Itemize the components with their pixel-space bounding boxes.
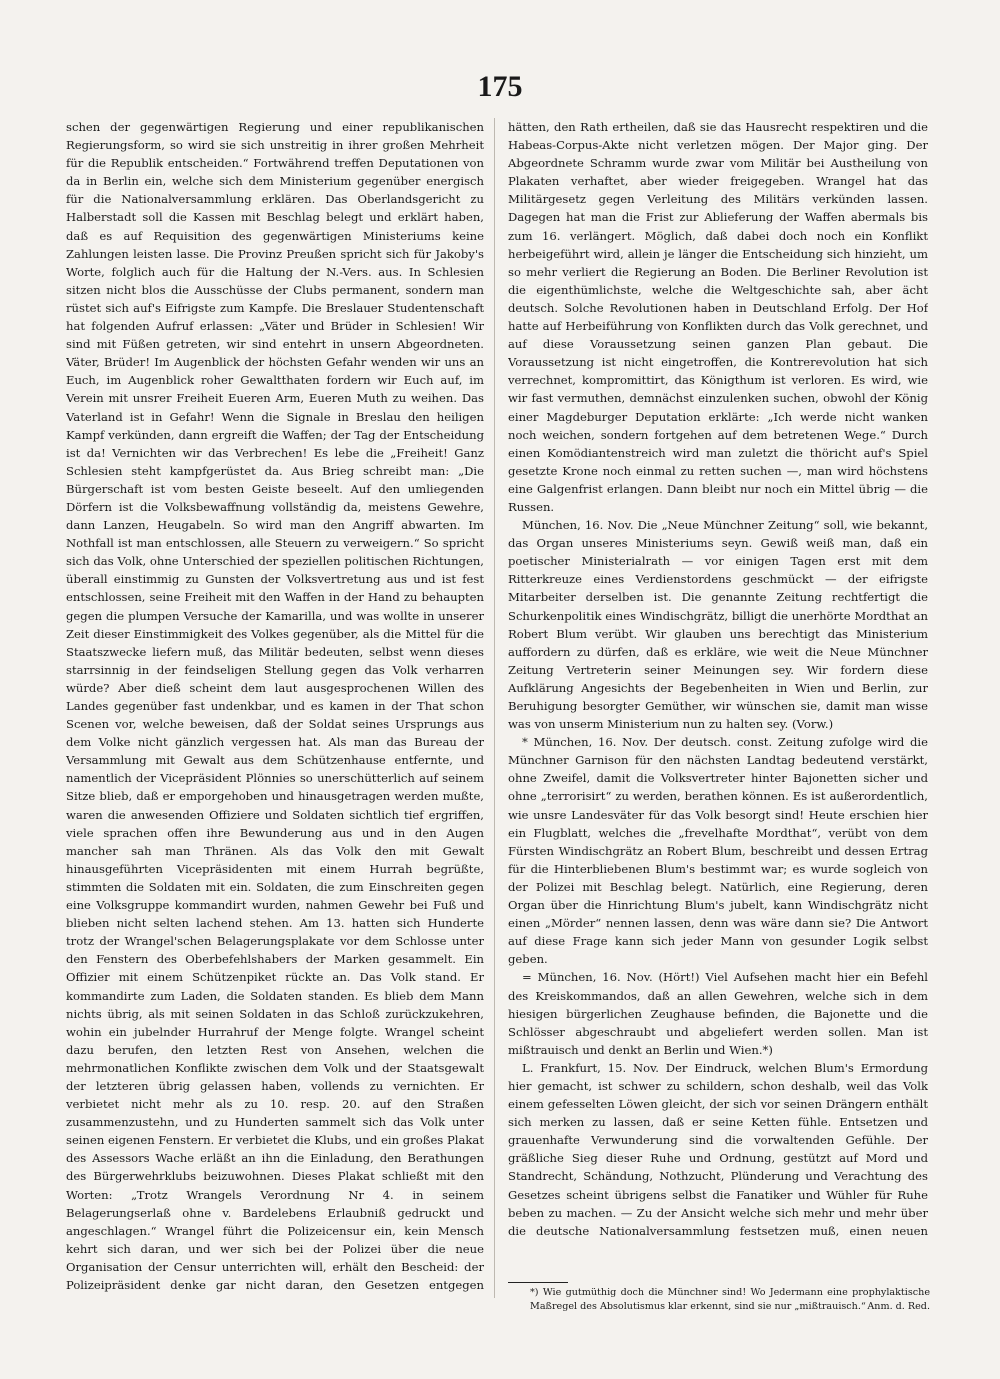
right-paragraph: * München, 16. Nov. Der deutsch. const. Zeitung zufolge wird die Münchner Garnison für den nächsten Landtag bedeutend verstärkt, ohne Zweifel, damit die Volksvertreter hinter Bajonetten sicher und ohne „terrorisirt“ zu werden, berathen können. Es ist außerordentlich, wie unsre Landesväter für das Volk besorgt sind! Heute erschien hier ein Flugblatt, welches die „frevelhafte Mordthat“, verübt von dem Fürsten Windischgrätz an Robert Blum, beschreibt und dessen Ertrag für die Hinterbliebenen Blum's bestimmt war; es wurde sogleich von der Polizei mit Beschlag belegt. Natürlich, eine Regierung, deren Organ über die Hinrichtung Blum's jubelt, kann Windischgrätz nicht einen „Mörder“ nennen lassen, denn was wäre dann sie? Die Antwort auf diese Frage kann sich jeder Mann von gesunder Logik selbst geben. xyxy=(508,735,928,967)
page-number: 175 xyxy=(477,70,523,103)
right-paragraph: L. Frankfurt, 15. Nov. Der Eindruck, welchen Blum's Ermordung hier gemacht, ist schwer zu schildern, schon deshalb, weil das Volk einem gefesselten Löwen gleicht, der sich vor seinen Drängern enthält sich merken zu lassen, daß er seine Ketten fühle. Entsetzen und grauenhafte Verwunderung sind die vorwaltenden Gefühle. Der gräßliche Sieg dieser Ruhe und Ordnung, gestützt auf Mord und Standrecht, Schändung, Nothzucht, Plünderung und Verachtung des Gesetzes scheint übrigens selbst die Fanatiker und Wühler für Ruhe beben zu machen. — Zu der Ansicht welche sich mehr und mehr über die deutsche Nationalversammlung festsetzen muß, einen neuen xyxy=(508,1060,928,1238)
left-paragraph: schen der gegenwärtigen Regierung und einer republikanischen Regierungsform, so wird sie sich unstreitig in ihrer großen Mehrheit für die Republik entscheiden.“ Fortwährend treffen Deputationen von da in Berlin ein, welche sich dem Ministerium gegenüber energisch für die Nationalversammlung erklären. Das Oberlandsgericht zu Halberstadt soll die Kassen mit Beschlag belegt und erklärt haben, daß es auf Requisition des gegenwärtigen Ministeriums keine Zahlungen leisten lasse. Die Provinz Preußen spricht sich für Jakoby's Worte, folglich auch für die Haltung der N.-Vers. aus. In Schlesien sitzen nicht blos die Ausschüsse der Clubs permanent, sondern man rüstet sich auf's Eifrigste zum Kampfe. Die Breslauer Studentenschaft hat folgenden Aufruf erlassen: „Väter und Brüder in Schlesien! Wir sind mit Füßen getreten, wir sind entehrt in unsern Abgeordneten. Väter, Brüder! Im Augenblick der höchsten Gefahr wenden wir uns an Euch, im Augenblick roher Gewaltthaten fordern wir Euch auf, im Verein mit unsrer Freiheit Eueren Arm, Eueren Muth zu weihen. Das Vaterland ist in Gefahr! Wenn die Signale in Breslau den heiligen Kampf verkünden, dann ergreift die Waffen; der Tag der Entscheidung ist da! Vernichten wir das Verbrechen! Es lebe die „Freiheit! Ganz Schlesien steht kampfgerüstet da. Aus Brieg schreibt man: „Die Bürgerschaft ist vom besten Geiste beseelt. Auf den umliegenden Dörfern ist die Volksbewaffnung vollständig da, meistens Gewehre, dann Lanzen, Heugabeln. So wird man den Angriff abwarten. Im Nothfall ist man entschlossen, alle Steuern zu verweigern.“ So spricht sich das Volk, ohne Unterschied der speziellen politischen Richtungen, überall einstimmig zu Gunsten der Volksvertretung aus und ist fest entschlossen, seine Freiheit mit den Waffen in der Hand zu behaupten gegen die plumpen Versuche der Kamarilla, und was wollte in unserer Zeit dieser Einstimmigkeit des Volkes gegenüber, als die Mittel für die Staatszwecke liefern muß, das Militär bedeuten, selbst wenn dieses starrsinnig in der feindseligen Stellung gegen das Volk verharren würde? Aber dieß scheint dem laut ausgesprochenen Willen des Landes gegenüber fast undenkbar, und es kamen in der That schon Scenen vor, welche beweisen, daß der Soldat seines Ursprungs aus dem Volke nicht gänzlich vergessen hat. Als man das Bureau der Versammlung mit Gewalt aus dem Schützenhause entfernte, und namentlich der Vicepräsident Plönnies so unerschütterlich auf seinem Sitze blieb, daß er emporgehoben und hinausgetragen werden mußte, waren die anwesenden Offiziere und Soldaten sichtlich tief ergriffen, viele sprachen offen ihre Bewunderung aus und in den Augen mancher sah man Thränen. Als das Volk den mit Gewalt hinausgeführten Vicepräsidenten mit einem Hurrah begrüßte, stimmten die Soldaten mit ein. Soldaten, die zum Einschreiten gegen eine Volksgruppe kommandirt wurden, nahmen Gewehr bei Fuß und blieben nicht selten lachend stehen. Am 13. hatten sich Hunderte trotz der Wrangel'schen Belagerungsplakate vor dem Schlosse unter den Fenstern des Oberbefehlshabers der Marken gesammelt. Ein Offizier mit einem Schützenpiket rückte an. Das Volk stand. Er kommandirte zum Laden, die Soldaten standen. Es blieb dem Mann nichts übrig, als mit seinen Soldaten in das Schloß zurückzukehren, wohin ein jubelnder Hurrahruf der Menge folgte. Wrangel scheint dazu berufen, den letzten Rest von Ansehen, welchen die mehrmonatlichen Konflikte zwischen dem Volk und der Staatsgewalt der letzteren übrig gelassen haben, vollends zu vernichten. Er verbietet nicht mehr als zu 10. resp. 20. auf den Straßen zusammenzustehn, und zu Hunderten sammelt sich das Volk unter seinen eigenen Fenstern. Er verbietet die Klubs, und ein großes Plakat des Assessors Wache erläßt an ihn die Einladung, den Berathungen des Bürgerwehrklubs beizuwohnen. Dieses Plakat schließt mit den Worten: „Trotz Wrangels Verordnung Nr 4. in seinem Belagerungserlaß ohne v. Bardelebens Erlaubniß gedruckt und angeschlagen.“ Wrangel führt die Polizeicensur ein, kein Mensch kehrt sich daran, und wer sich bei der Polizei über die neue Organisation der Censur unterrichten will, erhält den Bescheid: der Polizeipräsident denke gar nicht daran, den Gesetzen entgegen xyxy=(66,120,484,1292)
footnote-text: *) Wie gutmüthig doch die Münchner sind! Wo Jedermann eine prophylaktische Maßregel des Absolutismus klar erkennt, sind sie nur „mißtrauisch.“ xyxy=(530,1287,930,1312)
right-column xyxy=(508,118,928,1243)
footnote-rule xyxy=(508,1282,568,1283)
right-paragraph: München, 16. Nov. Die „Neue Münchner Zeitung“ soll, wie bekannt, das Organ unseres Ministeriums seyn. Gewiß weiß man, daß ein poetischer Ministerialrath — vor einigen Tagen erst mit dem Ritterkreuze eines Verdienstordens geschmückt — der eifrigste Mitarbeiter derselben ist. Die genannte Zeitung rechtfertigt die Schurkenpolitik eines Windischgrätz, billigt die unerhörte Mordthat an Robert Blum verübt. Wir glauben uns berechtigt das Ministerium auffordern zu dürfen, daß es erkläre, wie weit die Neue Münchner Zeitung Vertreterin seiner Meinungen sey. Wir fordern diese Aufklärung Angesichts der Begebenheiten in Wien und Berlin, zur Beruhigung besorgter Gemüther, wir wünschen sie, damit man wisse was von unserm Ministerium nun zu halten sey. (Vorw.) xyxy=(508,518,928,732)
right-paragraph: hätten, den Rath ertheilen, daß sie das Hausrecht respektiren und die Habeas-Corpus-Akte nicht verletzen mögen. Der Major ging. Der Abgeordnete Schramm wurde zwar vom Militär bei Austheilung von Plakaten verhaftet, aber wieder freigegeben. Wrangel hat das Militärgesetz gegen Verleitung des Militärs verkünden lassen. Dagegen hat man die Frist zur Ablieferung der Waffen abermals bis zum 16. verlängert. Möglich, daß dabei doch noch ein Konflikt herbeigeführt wird, allein je länger die Entscheidung sich hinzieht, um so mehr verliert die Regierung an Boden. Die Berliner Revolution ist die eigenthümlichste, welche die Weltgeschichte sah, aber ächt deutsch. Solche Revolutionen haben in Deutschland Erfolg. Der Hof hatte auf Herbeiführung von Konflikten durch das Volk gerechnet, und auf diese Voraussetzung seinen ganzen Plan gebaut. Die Voraussetzung ist nicht eingetroffen, die Kontrerevolution hat sich verrechnet, kompromittirt, das Königthum ist verloren. Es wird, wie wir fast vermuthen, demnächst einzulenken suchen, obwohl der König einer Magdeburger Deputation erklärte: „Ich werde nicht wanken noch weichen, sondern fortgehen auf dem betretenen Wege.“ Durch einen Komödiantenstreich wird man zuletzt die thöricht auf's Spiel gesetzte Krone noch einmal zu retten suchen —, man wird höchstens eine Galgenfrist erlangen. Dann bleibt nur noch ein Mittel übrig — die Russen. xyxy=(508,120,928,514)
footnote-attribution: Anm. d. Red. xyxy=(867,1301,930,1312)
right-paragraph: = München, 16. Nov. (Hört!) Viel Aufsehen macht hier ein Befehl des Kreiskommandos, daß an allen Gewehren, welche sich in dem hiesigen bürgerlichen Zeughause befinden, die Bajonette und die Schlösser abgeschraubt und abgeliefert werden sollen. Man ist mißtrauisch und denkt an Berlin und Wien.*) xyxy=(508,970,928,1057)
left-column xyxy=(66,118,484,1296)
footnote xyxy=(530,1286,930,1314)
column-divider xyxy=(494,118,495,1298)
